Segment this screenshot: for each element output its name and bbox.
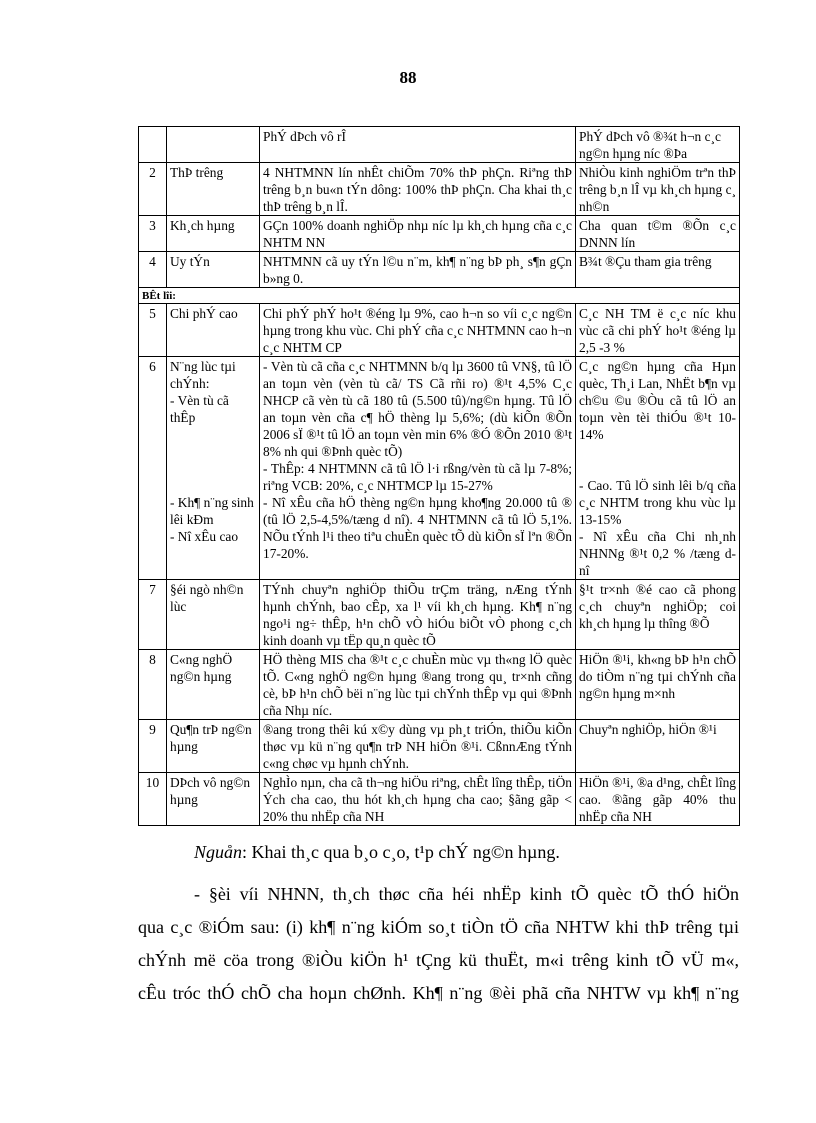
row-domestic (260, 357, 576, 580)
table-row (139, 304, 740, 357)
table-row (139, 720, 740, 773)
header-domestic-cell: PhÝ dÞch vô rÎ (260, 127, 576, 163)
row-criterion: Kh¸ch hµng (167, 216, 260, 252)
table-row (139, 580, 740, 650)
row-domestic: GÇn 100% doanh nghiÖp nhµ níc lµ kh¸ch hµng cña c¸c NHTM NN (260, 216, 576, 252)
table-row (139, 216, 740, 252)
row-foreign: HiÖn ®¹i, ®a d¹ng, chÊt lîng cao. ®ãng gãp 40% thu nhËp cña NH (576, 773, 740, 826)
page-number: 88 (399, 68, 417, 87)
row-number: 5 (139, 304, 167, 357)
body-paragraph (138, 878, 739, 1010)
table-row (139, 357, 740, 580)
section-label: BÊt lîi: (139, 288, 740, 304)
row-criterion: §éi ngò nh©n lùc (167, 580, 260, 650)
row-number: 7 (139, 580, 167, 650)
row-domestic: NghÌo nµn, cha cã th¬ng hiÖu riªng, chÊt lîng thÊp, tiÖn Ých cha cao, thu hót kh¸ch hµng cha cao; §ãng gãp < 20% thu nhËp cña NH (260, 773, 576, 826)
paragraph-line-4: cÊu tróc thÓ chÕ cha hoµn chØnh. Kh¶ n¨ng ®èi phã cña NHTW vµ kh¶ n¨ng (138, 983, 739, 1003)
table-row (139, 252, 740, 288)
row-foreign: NhiÒu kinh nghiÖm trªn thÞ trêng b¸n lÎ vµ kh¸ch hµng c¸ nh©n (576, 163, 740, 216)
source-label: Nguån (194, 842, 243, 862)
row-foreign: B¾t ®Çu tham gia trêng (576, 252, 740, 288)
row-domestic: ®ang trong thêi kú x©y dùng vµ ph¸t triÓn, thiÕu kiÕn thøc vµ kü n¨ng qu¶n trÞ NH hiÖn ®¹i. CßnnÆng tÝnh c«ng chøc vµ hµnh chÝnh. (260, 720, 576, 773)
comparison-table (138, 126, 740, 826)
criterion-line: N¨ng lùc tµi chÝnh: (170, 359, 236, 391)
criterion-line: - Vèn tù cã thÊp (170, 393, 229, 425)
domestic-line: - ThÊp: 4 NHTMNN cã tû lÖ l·i rßng/vèn tù cã lµ 7-8%; riªng VCB: 20%, c¸c NHTMCP lµ 15-27% (263, 461, 572, 493)
row-criterion: DÞch vô ng©n hµng (167, 773, 260, 826)
row-foreign (576, 357, 740, 580)
table-row (139, 773, 740, 826)
row-foreign: C¸c NH TM ë c¸c níc khu vùc cã chi phÝ ho¹t ®éng lµ 2,5 -3 % (576, 304, 740, 357)
source-note (194, 842, 560, 863)
source-text: : Khai th¸c qua b¸o c¸o, t¹p chÝ ng©n hµng. (242, 842, 560, 862)
criterion-line: - Nî xÊu cao (170, 529, 239, 544)
criterion-line: - Kh¶ n¨ng sinh lêi kÐm (170, 495, 254, 527)
row-criterion: Chi phÝ cao (167, 304, 260, 357)
domestic-line: - Vèn tù cã cña c¸c NHTMNN b/q lµ 3600 tû VN§, tû lÖ an toµn vèn (vèn tù cã/ TS Cã rñi ro) ®¹t 4,5% C¸c NHCP cã vèn tù cã 180 tû (5.500 tû)/ng©n hµng. Tû lÖ an toµn vèn cña c¶ hÖ thèng lµ 5,6%; (dù kiÕn ®Õn 2006 sÏ ®¹t tû lÖ an toµn vèn min 6% ®Ó ®Õn 2010 ®¹t 8% nh qui ®Þnh quèc tÕ) (263, 359, 572, 459)
foreign-line: - Cao. Tû lÖ sinh lêi b/q cña c¸c NHTM trong khu vùc lµ 13-15% (579, 478, 736, 527)
table-row (139, 163, 740, 216)
domestic-line: - Nî xÊu cña hÖ thèng ng©n hµng kho¶ng 20.000 tû ® (tû lÖ 2,5-4,5%/tæng d nî). 4 NHTMNN cã tû lÖ 5,1%. NÕu tÝnh l¹i theo tiªu chuÈn quèc tÕ dù kiÕn sÏ lªn ®Õn 17-20%. (263, 495, 572, 561)
table-header-row (139, 127, 740, 163)
row-criterion (167, 357, 260, 580)
paragraph-line (138, 878, 739, 911)
section-header-row (139, 288, 740, 304)
paragraph-line-3: chÝnh më cöa trong ®iÒu kiÖn h¹ tÇng kü thuËt, m«i trêng kinh tÕ vÜ m«, (138, 950, 739, 970)
foreign-line: - Nî xÊu cña Chi nh¸nh NHNNg ®¹t 0,2 % /tæng d nî (579, 529, 736, 578)
foreign-line: C¸c ng©n hµng cña Hµn quèc, Th¸i Lan, NhËt b¶n vµ ch©u ©u ®Òu cã tû lÖ an toµn vèn tèi thiÓu ®¹t 10-14% (579, 359, 736, 442)
table-row (139, 650, 740, 720)
paragraph-line-1: - §èi víi NHNN, th¸ch thøc cña héi nhËp kinh tÕ quèc tÕ thÓ hiÖn (194, 884, 739, 904)
row-number: 2 (139, 163, 167, 216)
row-domestic: Chi phÝ phÝ ho¹t ®éng lµ 9%, cao h¬n so víi c¸c ng©n hµng trong khu vùc. Chi phÝ cña c¸c NHTMNN cao h¬n c¸c NHTM CP (260, 304, 576, 357)
row-foreign: HiÖn ®¹i, kh«ng bÞ h¹n chÕ do tiÒm n¨ng tµi chÝnh cña ng©n hµng m×nh (576, 650, 740, 720)
header-criterion-cell (167, 127, 260, 163)
row-domestic: NHTMNN cã uy tÝn l©u n¨m, kh¶ n¨ng bÞ ph¸ s¶n gÇn b»ng 0. (260, 252, 576, 288)
row-criterion: Qu¶n trÞ ng©n hµng (167, 720, 260, 773)
row-criterion: C«ng nghÖ ng©n hµng (167, 650, 260, 720)
row-number: 4 (139, 252, 167, 288)
row-foreign: §¹t tr×nh ®é cao cã phong c¸ch chuyªn nghiÖp; coi kh¸ch hµng lµ thîng ®Õ (576, 580, 740, 650)
row-number: 3 (139, 216, 167, 252)
paragraph-line-2: qua c¸c ®iÓm sau: (i) kh¶ n¨ng kiÓm so¸t tiÒn tÖ cña NHTW khi thÞ trêng tµi (138, 917, 739, 937)
header-num-cell (139, 127, 167, 163)
row-number: 10 (139, 773, 167, 826)
row-foreign: Chuyªn nghiÖp, hiÖn ®¹i (576, 720, 740, 773)
row-number: 8 (139, 650, 167, 720)
row-domestic: 4 NHTMNN lín nhÊt chiÕm 70% thÞ phÇn. Riªng thÞ trêng b¸n bu«n tÝn dông: 100% thÞ phÇn. Cha khai th¸c thÞ trêng b¸n lÎ. (260, 163, 576, 216)
row-number: 6 (139, 357, 167, 580)
row-domestic: HÖ thèng MIS cha ®¹t c¸c chuÈn mùc vµ th«ng lÖ quèc tÕ. C«ng nghÖ ng©n hµng ®ang trong qu¸ tr×nh cñng cè, bÞ h¹n chÕ bëi n¨ng lùc tµi chÝnh thÊp vµ qui ®Þnh cña Nhµ níc. (260, 650, 576, 720)
row-foreign: Cha quan t©m ®Õn c¸c DNNN lín (576, 216, 740, 252)
row-criterion: ThÞ trêng (167, 163, 260, 216)
row-criterion: Uy tÝn (167, 252, 260, 288)
header-foreign-cell: PhÝ dÞch vô ®¾t h¬n c¸c ng©n hµng níc ®Þa (576, 127, 740, 163)
row-number: 9 (139, 720, 167, 773)
row-domestic: TÝnh chuyªn nghiÖp thiÕu trÇm träng, nÆng tÝnh hµnh chÝnh, bao cÊp, xa l¹ víi kh¸ch hµng. Kh¶ n¨ng ngo¹i ng÷ thÊp, h¹n chÕ vÒ hiÓu biÕt vÒ phong c¸ch kinh doanh vµ tËp qu¸n quèc tÕ (260, 580, 576, 650)
